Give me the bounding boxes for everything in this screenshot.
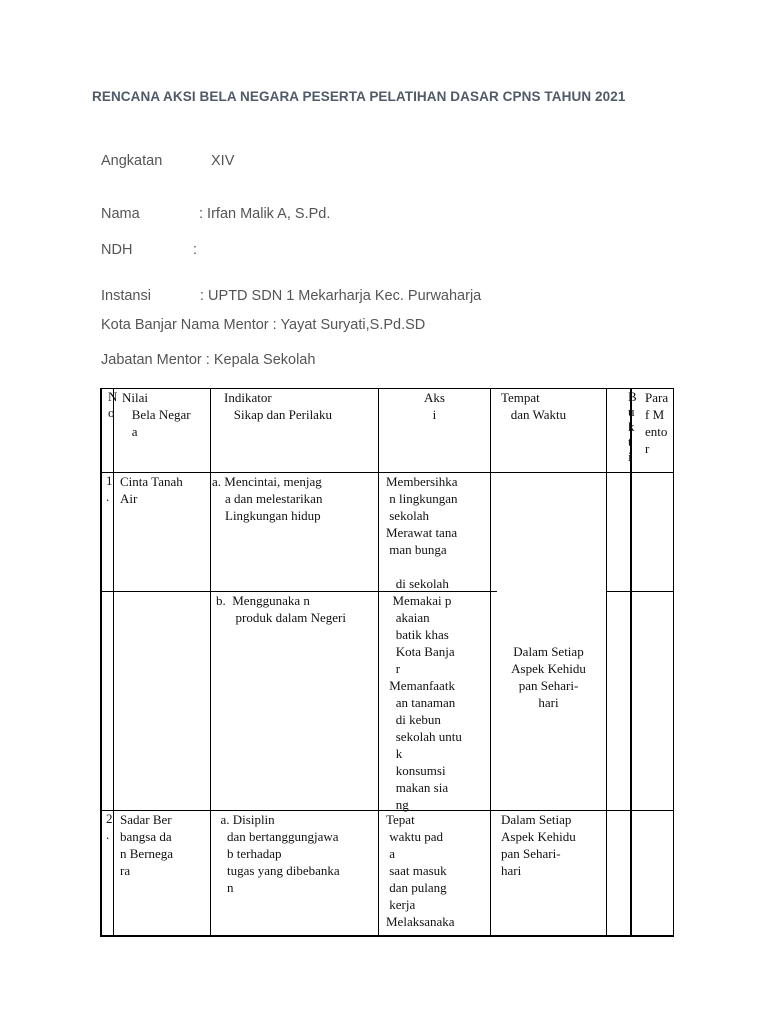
col-divider-nilai [210, 388, 211, 936]
row3-indikator: a. Disiplin dan bertanggungjawa b terhadap tugas yang dibebanka n [220, 812, 340, 895]
row1-indikator: a. Mencintai, menjag a dan melestarikan Lingkungan hidup [212, 474, 323, 523]
ndh-label: NDH [101, 242, 133, 258]
instansi-value: : UPTD SDN 1 Mekarharja Kec. Purwaharja [200, 288, 482, 304]
header-tempat: Tempat dan Waktu [501, 390, 567, 422]
row1-nilai: Cinta Tanah Air [120, 474, 183, 506]
row1-no: 1 . [106, 473, 113, 504]
col-divider-indikator [378, 388, 379, 936]
info-kota-mentor: Kota Banjar Nama Mentor : Yayat Suryati,S.Pd.SD [101, 317, 426, 333]
col-divider-bukti [630, 388, 632, 936]
info-jabatan-mentor: Jabatan Mentor : Kepala Sekolah [101, 352, 316, 368]
table-border-bottom [100, 935, 674, 937]
row3-nilai: Sadar Ber bangsa da n Bernega ra [120, 812, 174, 878]
nama-label: Nama [101, 206, 140, 222]
header-bukti: B u k t i [628, 389, 637, 464]
header-aksi: Aks i [424, 390, 445, 422]
row1-aksi: Membersihka n lingkungan sekolah Merawat tana man bunga di sekolah [386, 474, 458, 591]
row3-no: 2 . [106, 811, 113, 842]
angkatan-label: Angkatan [101, 153, 163, 169]
row2-aksi: Memakai p akaian batik khas Kota Banja r Memanfaatk an tanaman di kebun sekolah untu k konsumsi makan sia ng [389, 593, 462, 812]
header-indikator: Indikator Sikap dan Perilaku [224, 390, 332, 422]
angkatan-value: XIV [211, 153, 235, 169]
row1-2-tempat: Dalam Setiap Aspek Kehidu pan Sehari- hari [511, 644, 586, 710]
row3-tempat: Dalam Setiap Aspek Kehidu pan Sehari- hari [501, 812, 576, 878]
col-divider-no [113, 388, 114, 936]
header-paraf: Para f M ento r [645, 390, 669, 456]
ndh-value: : [193, 242, 198, 258]
table-row1-bottom-right [606, 591, 674, 592]
header-no: N o [108, 389, 118, 420]
row3-aksi: Tepat waktu pad a saat masuk dan pulang kerja Melaksanaka [386, 812, 455, 929]
col-divider-tempat [606, 388, 607, 936]
table-border-right [673, 388, 674, 936]
instansi-label: Instansi [101, 288, 151, 304]
nama-value: : Irfan Malik A, S.Pd. [199, 206, 331, 222]
document-title: RENCANA AKSI BELA NEGARA PESERTA PELATIHAN DASAR CPNS TAHUN 2021 [92, 89, 626, 104]
header-nilai: Nilai Bela Negar a [122, 390, 191, 439]
table-border-left [100, 388, 102, 937]
row2-indikator: b. Menggunaka n produk dalam Negeri [216, 593, 346, 625]
